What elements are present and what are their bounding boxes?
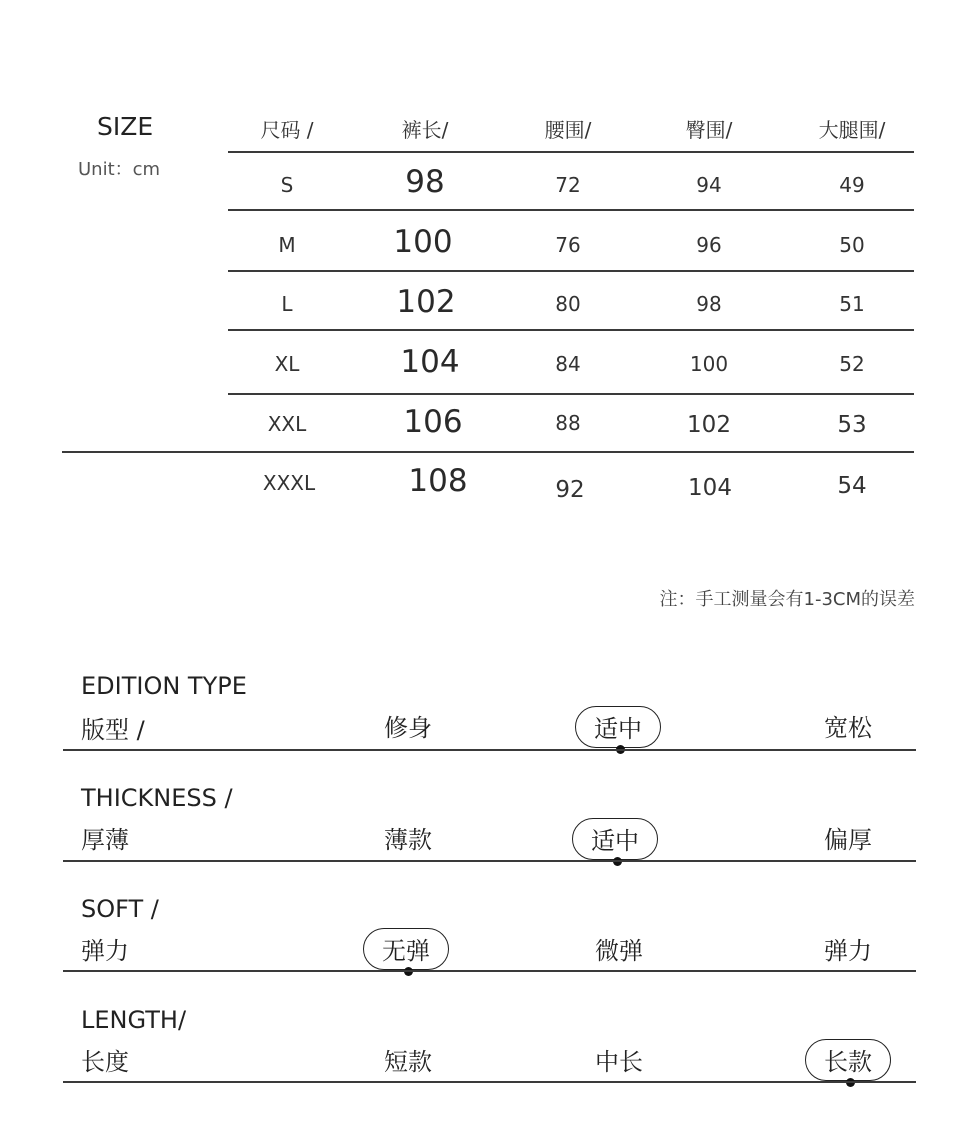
cell-hip: 100 <box>689 352 729 376</box>
header-pants-length: 裤长/ <box>401 118 449 142</box>
cell-hip: 102 <box>687 412 731 438</box>
size-unit: Unit：cm <box>78 159 161 180</box>
header-thigh: 大腿围/ <box>818 118 886 142</box>
cell-pants-length: 106 <box>403 404 463 440</box>
cell-size: XL <box>274 352 300 376</box>
selection-dot <box>404 967 413 976</box>
cell-size: M <box>278 233 296 257</box>
selection-dot <box>846 1078 855 1087</box>
cell-waist: 76 <box>555 233 581 257</box>
option: 微弹 <box>595 937 643 965</box>
table-rule <box>228 209 914 211</box>
attribute-label-en: EDITION TYPE <box>81 672 247 700</box>
attribute-label-cn: 长度 <box>81 1048 129 1076</box>
cell-thigh: 53 <box>837 412 867 438</box>
cell-size: XXXL <box>262 471 316 495</box>
attribute-label-en: SOFT / <box>81 895 159 923</box>
attribute-rule <box>63 1081 916 1083</box>
attribute-label-cn: 厚薄 <box>81 826 129 854</box>
cell-thigh: 52 <box>839 352 865 376</box>
cell-waist: 84 <box>555 352 581 376</box>
cell-thigh: 51 <box>839 292 865 316</box>
attribute-label-en: THICKNESS / <box>81 784 233 812</box>
option-selected: 适中 <box>572 818 658 860</box>
option: 薄款 <box>384 826 432 854</box>
table-rule <box>228 151 914 153</box>
cell-hip: 98 <box>696 292 722 316</box>
attribute-label-en: LENGTH/ <box>81 1006 187 1034</box>
cell-thigh: 54 <box>837 473 867 499</box>
cell-pants-length: 102 <box>396 284 456 320</box>
cell-thigh: 50 <box>839 233 865 257</box>
option: 偏厚 <box>824 826 872 854</box>
header-hip: 臀围/ <box>685 118 733 142</box>
measurement-note: 注：手工测量会有1-3CM的误差 <box>659 589 915 610</box>
size-title: SIZE <box>97 112 154 141</box>
option: 中长 <box>595 1048 643 1076</box>
cell-pants-length: 100 <box>393 224 453 260</box>
option-selected: 长款 <box>805 1039 891 1081</box>
option-selected: 适中 <box>575 706 661 748</box>
cell-pants-length: 108 <box>408 463 468 499</box>
attribute-rule <box>63 749 916 751</box>
header-waist: 腰围/ <box>544 118 592 142</box>
cell-hip: 94 <box>696 173 722 197</box>
option: 短款 <box>384 1048 432 1076</box>
cell-pants-length: 104 <box>400 344 460 380</box>
cell-size: S <box>280 173 294 197</box>
cell-waist: 88 <box>555 411 581 435</box>
option: 修身 <box>384 714 432 742</box>
header-size: 尺码 / <box>260 118 314 142</box>
table-rule <box>228 270 914 272</box>
cell-hip: 104 <box>688 475 732 501</box>
cell-size: L <box>281 292 293 316</box>
cell-waist: 80 <box>555 292 581 316</box>
table-rule <box>228 329 914 331</box>
cell-waist: 72 <box>555 173 581 197</box>
attribute-rule <box>63 860 916 862</box>
option-selected: 无弹 <box>363 928 449 970</box>
cell-thigh: 49 <box>839 173 865 197</box>
cell-pants-length: 98 <box>405 164 445 200</box>
attribute-rule <box>63 970 916 972</box>
attribute-label-cn: 弹力 <box>81 937 129 965</box>
attribute-label-cn: 版型 / <box>81 716 145 744</box>
option: 宽松 <box>824 714 872 742</box>
table-rule <box>228 393 914 395</box>
option: 弹力 <box>824 937 872 965</box>
cell-size: XXL <box>267 412 307 436</box>
table-rule <box>62 451 914 453</box>
cell-waist: 92 <box>555 477 585 503</box>
selection-dot <box>613 857 622 866</box>
cell-hip: 96 <box>696 233 722 257</box>
